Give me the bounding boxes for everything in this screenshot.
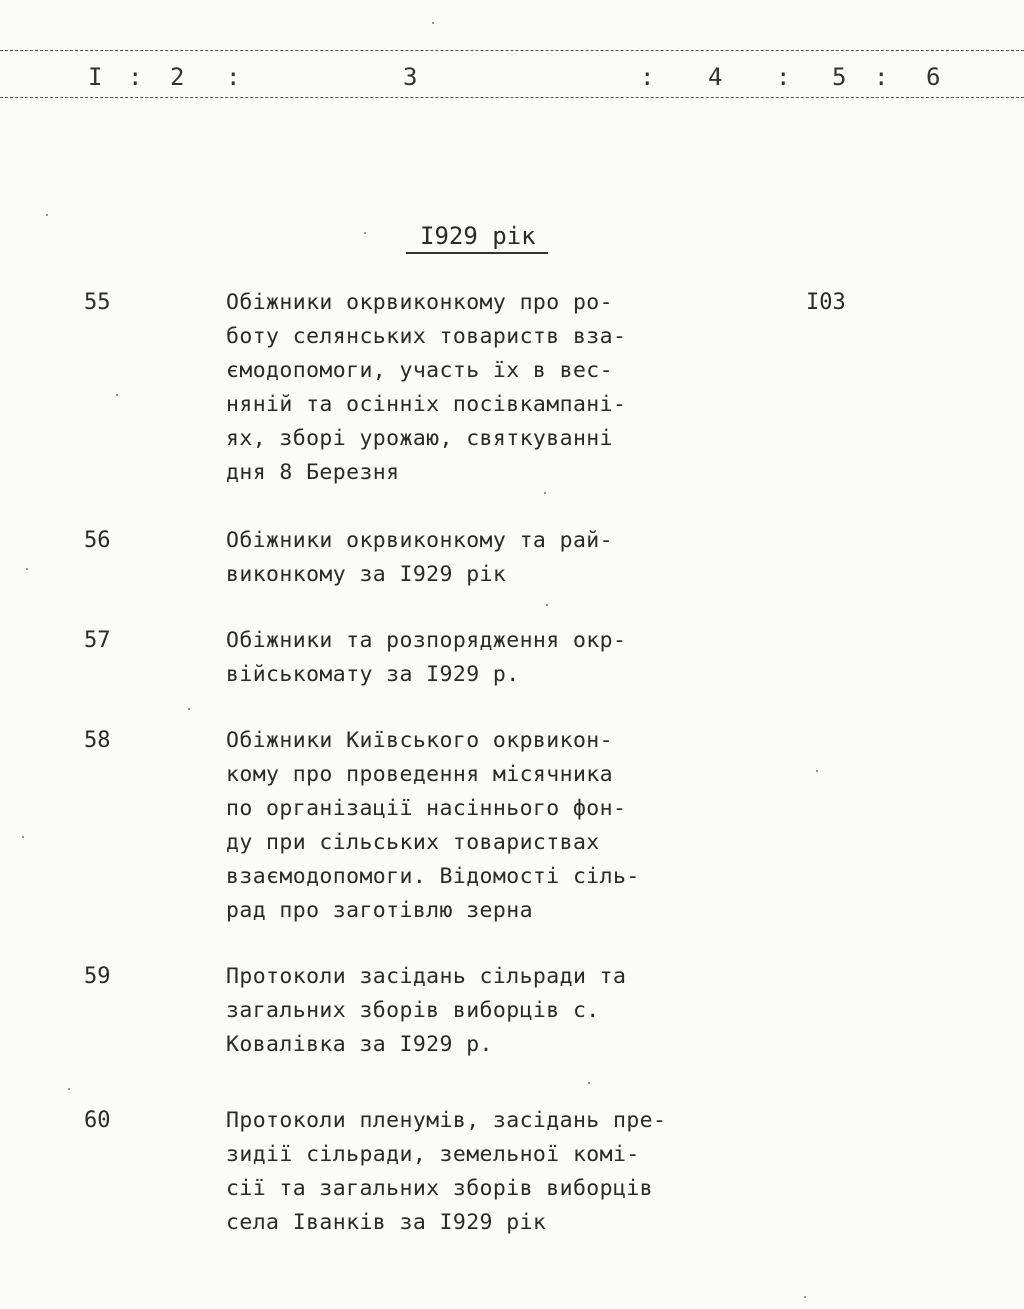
entry-number: 60 (84, 1108, 111, 1133)
scan-speck (546, 604, 548, 606)
entry-sheets: I03 (806, 290, 846, 315)
column-separator: : (776, 63, 791, 91)
entry-title: Обіжники окрвиконкому про ро- боту селянських товариств вза- ємодопомоги, участь їх в вес- няній та осінніх посівкампані- ях, зборі урожаю, святкуванні дня 8 Березня (226, 290, 627, 485)
entry-title: Обіжники та розпорядження окр- військомату за I929 р. (226, 628, 627, 687)
entry-number: 55 (84, 290, 111, 315)
entry-number: 58 (84, 728, 111, 753)
entry-title: Обіжники окрвиконкому та рай- виконкому за I929 рік (226, 528, 613, 587)
column-header-6: 6 (926, 63, 941, 91)
column-separator: : (640, 63, 655, 91)
entry-number: 57 (84, 628, 111, 653)
scan-speck (432, 22, 434, 24)
scan-speck (22, 836, 24, 838)
column-header-5: 5 (832, 63, 847, 91)
header-rule-top (0, 50, 1024, 51)
scan-speck (68, 1088, 70, 1090)
header-rule-bottom (0, 97, 1024, 98)
entry-number: 59 (84, 964, 111, 989)
entry-title: Протоколи засідань сільради та загальних зборів виборців с. Ковалівка за I929 р. (226, 964, 627, 1057)
section-title: I929 рік (406, 220, 548, 254)
scan-speck (544, 492, 546, 494)
scan-speck (816, 770, 818, 772)
scan-speck (364, 232, 366, 234)
column-separator: : (226, 63, 241, 91)
scan-speck (46, 214, 48, 216)
scan-speck (26, 568, 28, 570)
scan-speck (188, 708, 190, 710)
column-header-4: 4 (708, 63, 723, 91)
scan-speck (588, 1082, 590, 1084)
column-header-3: 3 (403, 63, 418, 91)
column-separator: : (128, 63, 143, 91)
column-header-1: I (88, 63, 103, 91)
entry-title: Обіжники Київського окрвикон- кому про проведення місячника по організації насіннього фон- ду при сільських товариствах взаємодопомоги. Відомості сіль- рад про заготівлю зерна (226, 728, 640, 923)
scan-speck (804, 1296, 806, 1298)
entry-title: Протоколи пленумів, засідань пре- зидії сільради, земельної комі- сії та загальних зборів виборців села Іванків за I929 рік (226, 1108, 667, 1235)
scan-speck (116, 394, 118, 396)
column-header-2: 2 (170, 63, 185, 91)
column-separator: : (874, 63, 889, 91)
entry-number: 56 (84, 528, 111, 553)
